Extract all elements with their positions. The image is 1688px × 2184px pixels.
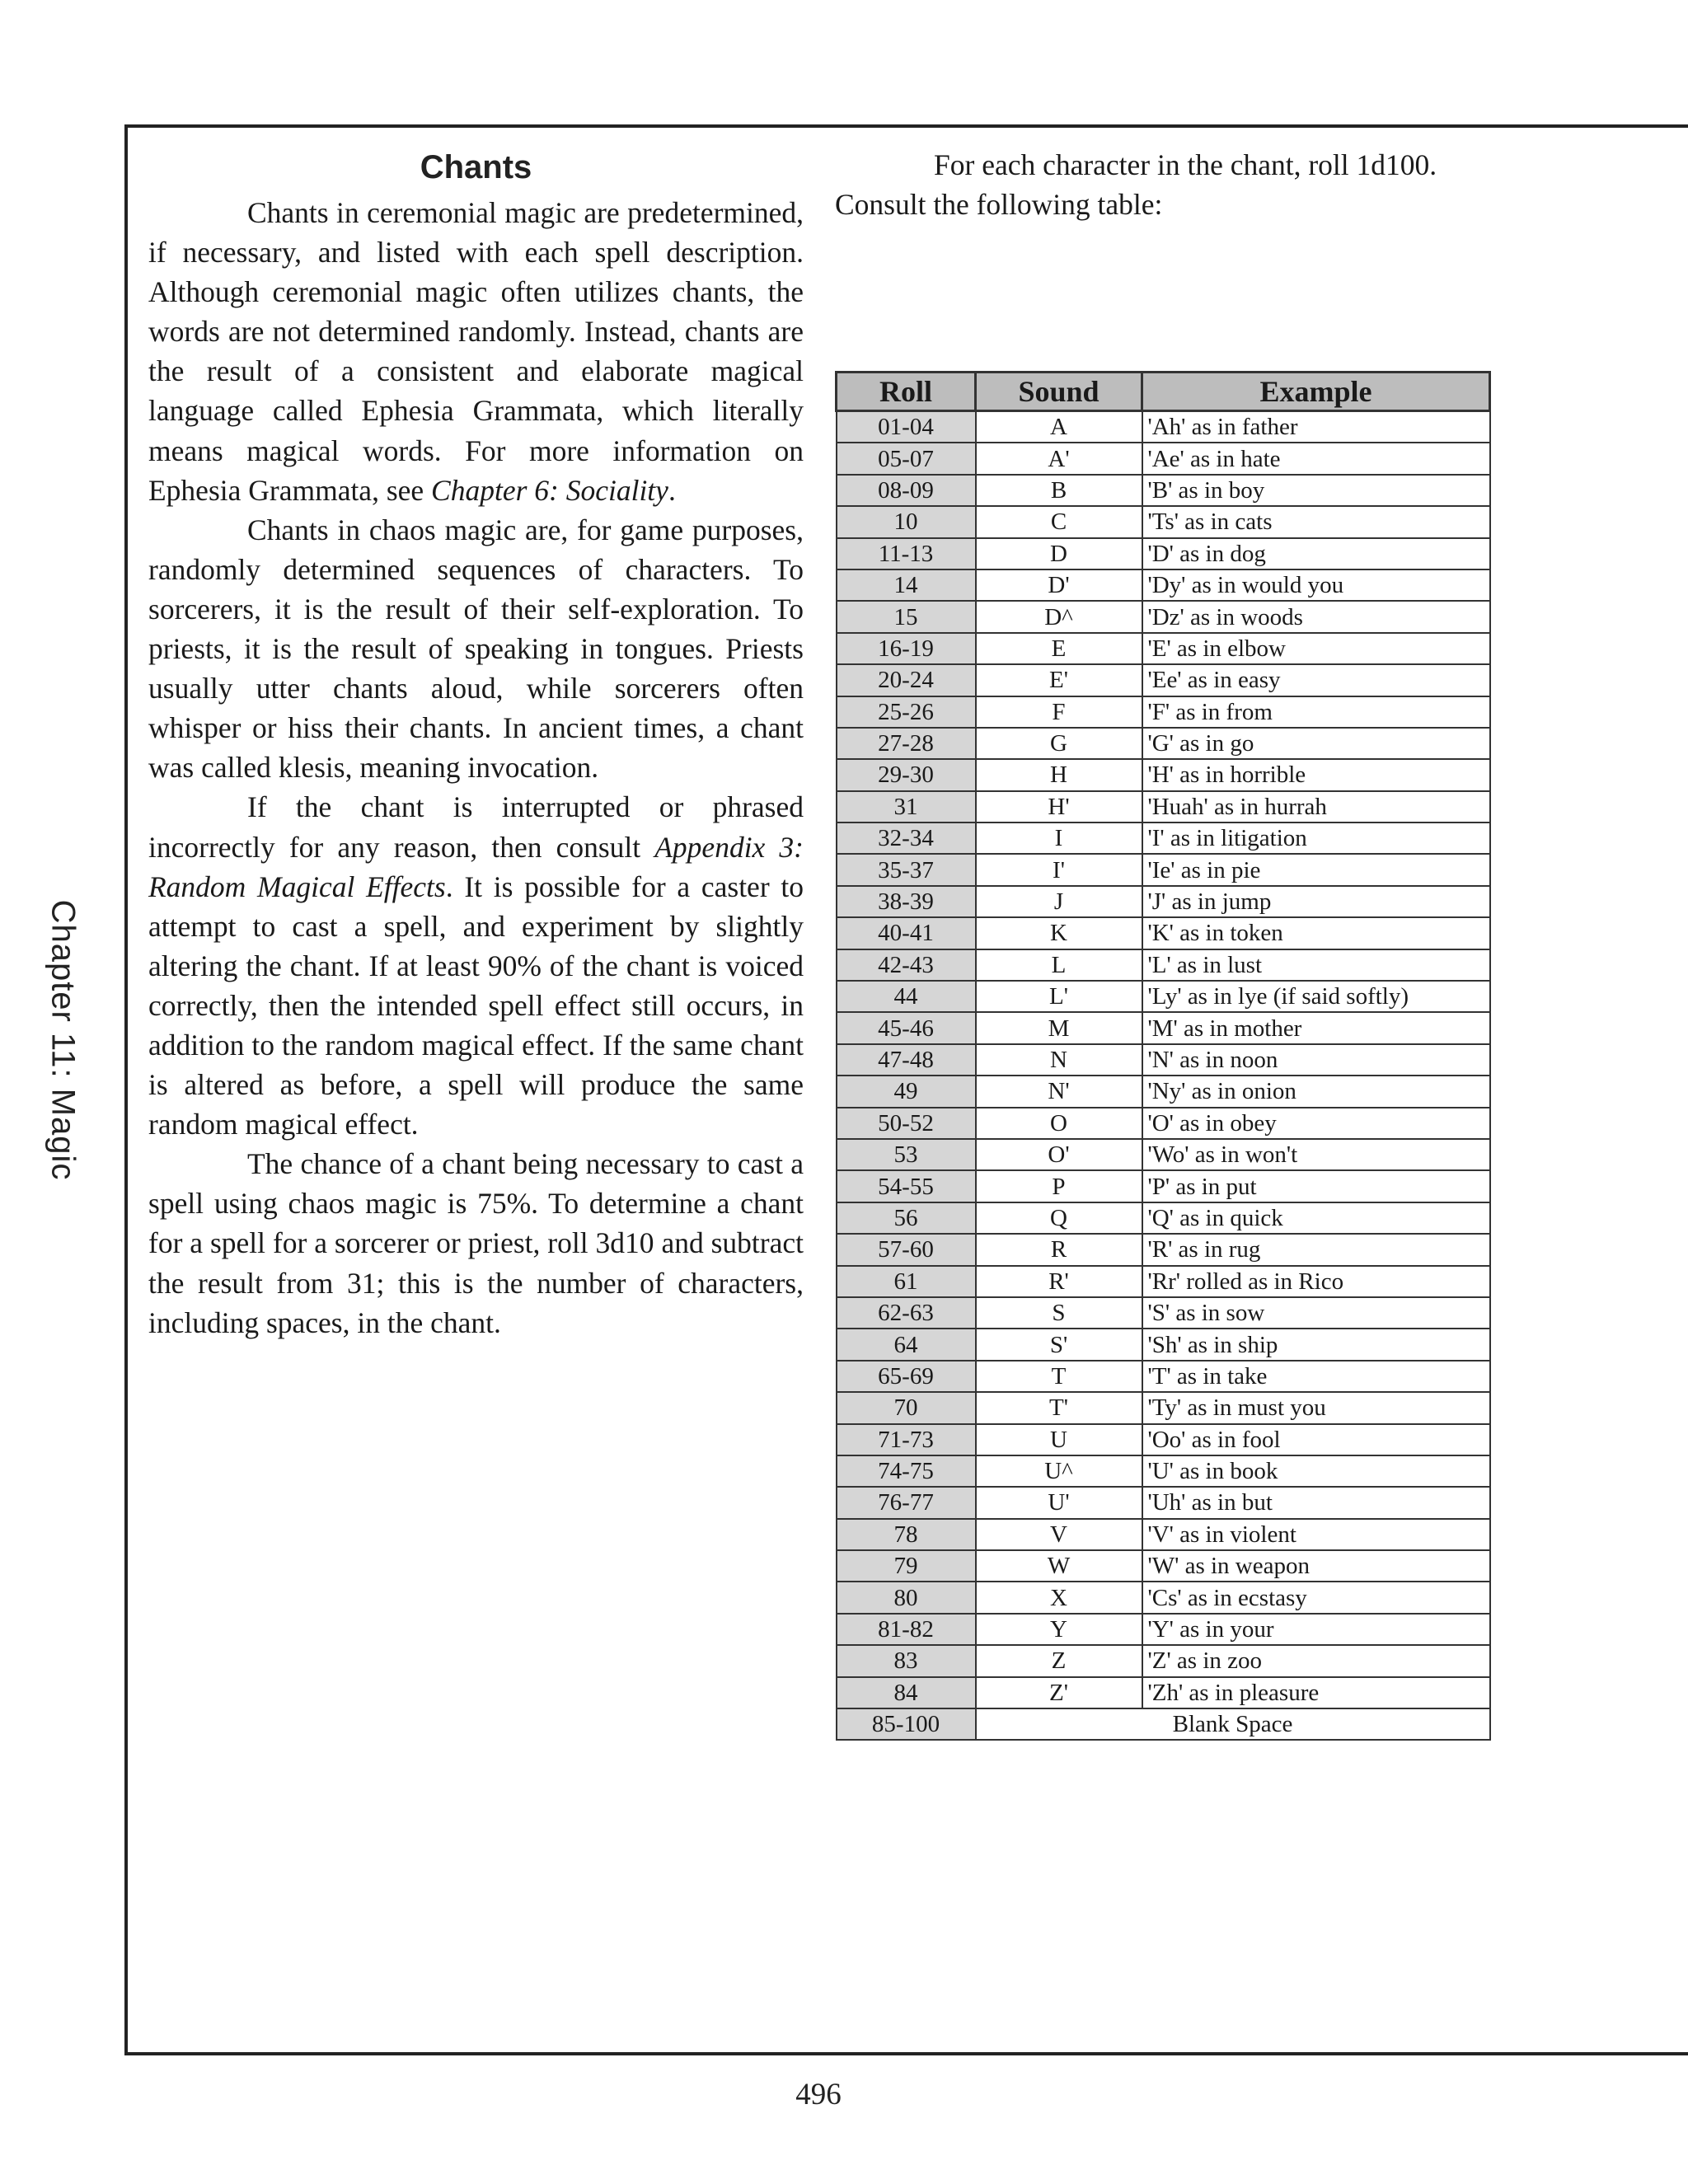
roll-cell: 64 (837, 1329, 976, 1360)
roll-cell: 20-24 (837, 664, 976, 696)
table-row (837, 981, 1490, 1012)
table-row (837, 1170, 1490, 1202)
example-cell: 'P' as in put (1142, 1170, 1490, 1202)
roll-cell: 38-39 (837, 886, 976, 917)
roll-cell: 54-55 (837, 1170, 976, 1202)
roll-cell: 74-75 (837, 1455, 976, 1487)
table-row (837, 1361, 1490, 1392)
sound-cell: S (976, 1297, 1142, 1329)
sound-cell: O (976, 1108, 1142, 1139)
example-cell: 'V' as in violent (1142, 1519, 1490, 1550)
sound-cell: V (976, 1519, 1142, 1550)
example-cell: 'G' as in go (1142, 728, 1490, 759)
sound-cell: C (976, 506, 1142, 537)
table-row (837, 728, 1490, 759)
table-row (837, 1487, 1490, 1518)
example-cell: 'Wo' as in won't (1142, 1139, 1490, 1170)
example-cell: 'Ly' as in lye (if said softly) (1142, 981, 1490, 1012)
roll-cell: 40-41 (837, 917, 976, 949)
table-row (837, 411, 1490, 443)
roll-cell: 49 (837, 1076, 976, 1107)
sound-cell: D^ (976, 601, 1142, 632)
example-cell: 'D' as in dog (1142, 538, 1490, 569)
example-cell: 'H' as in horrible (1142, 759, 1490, 790)
sound-cell: I' (976, 854, 1142, 885)
table-row (837, 538, 1490, 569)
table-row (837, 664, 1490, 696)
header-example: Example (1142, 373, 1490, 411)
italic-reference: Chapter 6: Sociality (431, 473, 668, 507)
table-row-blank-space (837, 1708, 1490, 1740)
roll-cell: 29-30 (837, 759, 976, 790)
blank-space-cell: Blank Space (976, 1708, 1490, 1740)
chapter-side-label: Chapter 11: Magic (45, 899, 82, 1181)
example-cell: 'Z' as in zoo (1142, 1645, 1490, 1676)
sound-cell: Z (976, 1645, 1142, 1676)
roll-cell: 08-09 (837, 475, 976, 506)
text-run: . It is possible for a caster to attempt to cast a spell, and experiment by slightly altering the chant. If at least 90% of the chant is voiced correctly, then the intended spell effect still occurs, in addition to the random magical effect. If the same chant is altered as before, a spell will produce the same random magical effect. (148, 869, 804, 1141)
roll-cell: 14 (837, 569, 976, 601)
roll-cell: 15 (837, 601, 976, 632)
sound-cell: H' (976, 791, 1142, 823)
table-row (837, 1044, 1490, 1076)
sound-cell: O' (976, 1139, 1142, 1170)
roll-cell: 79 (837, 1550, 976, 1582)
example-cell: 'Oo' as in fool (1142, 1424, 1490, 1455)
sound-cell: U (976, 1424, 1142, 1455)
example-cell: 'R' as in rug (1142, 1234, 1490, 1265)
example-cell: 'T' as in take (1142, 1361, 1490, 1392)
sound-cell: T' (976, 1392, 1142, 1423)
sound-cell: F (976, 696, 1142, 728)
table-row (837, 1392, 1490, 1423)
table-row (837, 1677, 1490, 1708)
example-cell: 'O' as in obey (1142, 1108, 1490, 1139)
sound-cell: I (976, 823, 1142, 854)
table-intro-text: For each character in the chant, roll 1d100. Consult the following table: (835, 148, 1437, 221)
table-row (837, 886, 1490, 917)
roll-cell: 44 (837, 981, 976, 1012)
table-row (837, 696, 1490, 728)
paragraph (148, 510, 804, 788)
sound-cell: Y (976, 1614, 1142, 1645)
right-column (835, 145, 1490, 224)
paragraph (148, 787, 804, 1144)
table-row (837, 823, 1490, 854)
sound-cell: B (976, 475, 1142, 506)
table-row (837, 443, 1490, 474)
chant-sound-table (835, 371, 1491, 1741)
example-cell: 'Uh' as in but (1142, 1487, 1490, 1518)
header-roll: Roll (837, 373, 976, 411)
example-cell: 'U' as in book (1142, 1455, 1490, 1487)
example-cell: 'Ee' as in easy (1142, 664, 1490, 696)
example-cell: 'Ae' as in hate (1142, 443, 1490, 474)
sound-cell: E (976, 633, 1142, 664)
sound-cell: K (976, 917, 1142, 949)
example-cell: 'E' as in elbow (1142, 633, 1490, 664)
roll-cell: 84 (837, 1677, 976, 1708)
table-row (837, 475, 1490, 506)
roll-cell: 70 (837, 1392, 976, 1423)
roll-cell: 25-26 (837, 696, 976, 728)
roll-cell: 80 (837, 1582, 976, 1613)
example-cell: 'I' as in litigation (1142, 823, 1490, 854)
table-row (837, 1202, 1490, 1234)
example-cell: 'Rr' rolled as in Rico (1142, 1266, 1490, 1297)
roll-cell: 32-34 (837, 823, 976, 854)
table-row (837, 633, 1490, 664)
roll-cell: 65-69 (837, 1361, 976, 1392)
roll-cell: 16-19 (837, 633, 976, 664)
sound-cell: M (976, 1012, 1142, 1043)
sound-cell: D' (976, 569, 1142, 601)
table-header-row (837, 373, 1490, 411)
roll-cell: 01-04 (837, 411, 976, 443)
text-run: . (668, 473, 676, 507)
sound-cell: E' (976, 664, 1142, 696)
sound-cell: A' (976, 443, 1142, 474)
table-row (837, 1108, 1490, 1139)
sound-cell: R (976, 1234, 1142, 1265)
table-row (837, 1076, 1490, 1107)
example-cell: 'K' as in token (1142, 917, 1490, 949)
table-row (837, 569, 1490, 601)
example-cell: 'Ty' as in must you (1142, 1392, 1490, 1423)
sound-cell: G (976, 728, 1142, 759)
roll-cell: 78 (837, 1519, 976, 1550)
roll-cell: 45-46 (837, 1012, 976, 1043)
roll-cell: 11-13 (837, 538, 976, 569)
example-cell: 'Ts' as in cats (1142, 506, 1490, 537)
section-heading: Chants (420, 149, 532, 185)
sound-cell: L (976, 949, 1142, 981)
example-cell: 'Dz' as in woods (1142, 601, 1490, 632)
paragraph (148, 1144, 804, 1342)
table-row (837, 1266, 1490, 1297)
text-run: If the chant is interrupted or phrased incorrectly for any reason, then consult (148, 790, 804, 864)
roll-cell: 85-100 (837, 1708, 976, 1740)
example-cell: 'Ah' as in father (1142, 411, 1490, 443)
table-row (837, 1645, 1490, 1676)
roll-cell: 50-52 (837, 1108, 976, 1139)
example-cell: 'Dy' as in would you (1142, 569, 1490, 601)
example-cell: 'Cs' as in ecstasy (1142, 1582, 1490, 1613)
table-row (837, 1234, 1490, 1265)
table-row (837, 1614, 1490, 1645)
roll-cell: 61 (837, 1266, 976, 1297)
roll-cell: 10 (837, 506, 976, 537)
table-row (837, 1424, 1490, 1455)
roll-cell: 05-07 (837, 443, 976, 474)
sound-cell: D (976, 538, 1142, 569)
roll-cell: 76-77 (837, 1487, 976, 1518)
example-cell: 'N' as in noon (1142, 1044, 1490, 1076)
sound-cell: R' (976, 1266, 1142, 1297)
roll-cell: 27-28 (837, 728, 976, 759)
table-row (837, 601, 1490, 632)
sound-cell: U' (976, 1487, 1142, 1518)
example-cell: 'Ie' as in pie (1142, 854, 1490, 885)
sound-cell: H (976, 759, 1142, 790)
left-column (148, 142, 804, 1343)
example-cell: 'M' as in mother (1142, 1012, 1490, 1043)
roll-cell: 62-63 (837, 1297, 976, 1329)
example-cell: 'J' as in jump (1142, 886, 1490, 917)
text-run: Chants in chaos magic are, for game purposes, randomly determined sequences of characters. To sorcerers, it is the result of their self-exploration. To priests, it is the result of speaking in tongues. Priests usually utter chants aloud, while sorcerers often whisper or hiss their chants. In ancient times, a chant was called klesis, meaning invocation. (148, 513, 804, 785)
roll-cell: 71-73 (837, 1424, 976, 1455)
table-row (837, 506, 1490, 537)
example-cell: 'Sh' as in ship (1142, 1329, 1490, 1360)
roll-cell: 47-48 (837, 1044, 976, 1076)
example-cell: 'B' as in boy (1142, 475, 1490, 506)
table-row (837, 1550, 1490, 1582)
roll-cell: 31 (837, 791, 976, 823)
table-row (837, 1012, 1490, 1043)
sound-cell: S' (976, 1329, 1142, 1360)
text-run: The chance of a chant being necessary to cast a spell using chaos magic is 75%. To determine a chant for a spell for a sorcerer or priest, roll 3d10 and subtract the result from 31; this is the number of characters, including spaces, in the chant. (148, 1147, 804, 1339)
table-row (837, 917, 1490, 949)
sound-cell: A (976, 411, 1142, 443)
example-cell: 'Huah' as in hurrah (1142, 791, 1490, 823)
roll-cell: 57-60 (837, 1234, 976, 1265)
example-cell: 'Q' as in quick (1142, 1202, 1490, 1234)
table-row (837, 1582, 1490, 1613)
example-cell: 'F' as in from (1142, 696, 1490, 728)
sound-cell: L' (976, 981, 1142, 1012)
roll-cell: 83 (837, 1645, 976, 1676)
example-cell: 'Zh' as in pleasure (1142, 1677, 1490, 1708)
header-sound: Sound (976, 373, 1142, 411)
sound-cell: Q (976, 1202, 1142, 1234)
example-cell: 'W' as in weapon (1142, 1550, 1490, 1582)
table-row (837, 1455, 1490, 1487)
example-cell: 'Ny' as in onion (1142, 1076, 1490, 1107)
table-row (837, 791, 1490, 823)
body-text (148, 193, 804, 1343)
roll-cell: 81-82 (837, 1614, 976, 1645)
sound-cell: X (976, 1582, 1142, 1613)
table-row (837, 1519, 1490, 1550)
table-row (837, 854, 1490, 885)
example-cell: 'S' as in sow (1142, 1297, 1490, 1329)
table-row (837, 1139, 1490, 1170)
italic-reference: Appendix 3: Random Magical Effects (148, 830, 804, 903)
table-row (837, 949, 1490, 981)
sound-cell: U^ (976, 1455, 1142, 1487)
roll-cell: 53 (837, 1139, 976, 1170)
example-cell: 'L' as in lust (1142, 949, 1490, 981)
text-run: Chants in ceremonial magic are predetermined, if necessary, and listed with each spell description. Although ceremonial magic often utilizes chants, the words are not determined randomly. Instead, chants are the result of a consistent and elaborate magical language called Ephesia Grammata, which literally means magical words. For more information on Ephesia Grammata, see (148, 196, 804, 507)
page-number: 496 (795, 2078, 842, 2111)
example-cell: 'Y' as in your (1142, 1614, 1490, 1645)
sound-cell: N' (976, 1076, 1142, 1107)
sound-cell: Z' (976, 1677, 1142, 1708)
sound-cell: P (976, 1170, 1142, 1202)
table-row (837, 1297, 1490, 1329)
sound-cell: J (976, 886, 1142, 917)
paragraph (148, 193, 804, 510)
roll-cell: 56 (837, 1202, 976, 1234)
sound-cell: T (976, 1361, 1142, 1392)
sound-cell: W (976, 1550, 1142, 1582)
roll-cell: 35-37 (837, 854, 976, 885)
table-row (837, 1329, 1490, 1360)
table-row (837, 759, 1490, 790)
sound-cell: N (976, 1044, 1142, 1076)
roll-cell: 42-43 (837, 949, 976, 981)
